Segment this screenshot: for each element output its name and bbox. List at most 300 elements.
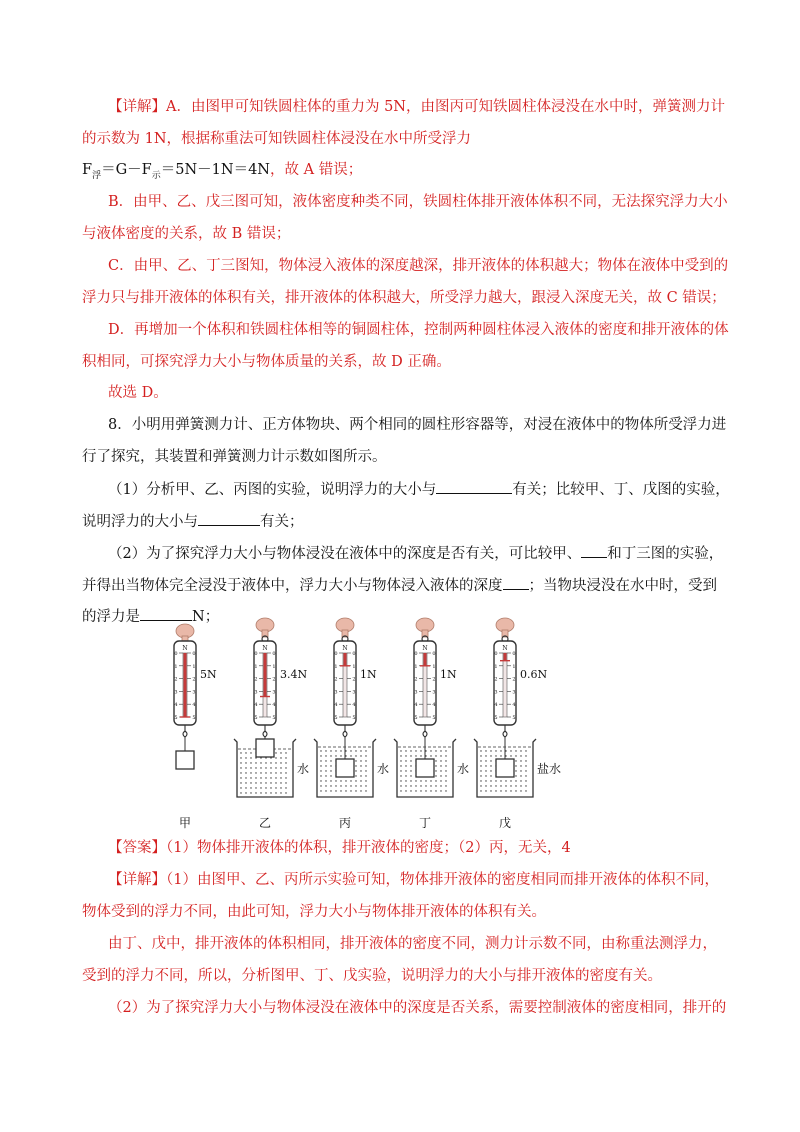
liquid-dot: [485, 775, 486, 776]
liquid-dot: [440, 755, 441, 756]
scale-tick-label: 4: [432, 702, 436, 709]
liquid-dot: [490, 780, 491, 781]
spring-indicator: [504, 653, 507, 661]
liquid-dot: [270, 762, 271, 763]
scale-tick-label: 2: [352, 676, 356, 683]
liquid-dot: [265, 787, 266, 788]
scale-tick-label: 4: [254, 702, 258, 709]
liquid-dot: [255, 767, 256, 768]
liquid-dot: [505, 790, 506, 791]
liquid-dot: [495, 755, 496, 756]
liquid-dot: [260, 792, 261, 793]
liquid-dot: [480, 780, 481, 781]
scale-tick-label: 3: [334, 689, 338, 696]
liquid-dot: [265, 792, 266, 793]
liquid-dot: [400, 785, 401, 786]
liquid-dot: [250, 787, 251, 788]
liquid-dot: [520, 760, 521, 761]
liquid-dot: [350, 790, 351, 791]
question-part-2-line-3: 的浮力是 N；: [82, 606, 219, 627]
liquid-dot: [440, 790, 441, 791]
scale-tick-label: 2: [432, 676, 436, 683]
liquid-dot: [510, 780, 511, 781]
liquid-dot: [500, 785, 501, 786]
liquid-dot: [420, 755, 421, 756]
liquid-dot: [330, 770, 331, 771]
liquid-dot: [335, 780, 336, 781]
liquid-dot: [355, 785, 356, 786]
scale-tick-label: 3: [414, 689, 418, 696]
setup-label: 乙: [258, 816, 272, 830]
explanation-line-2: 物体受到的浮力不同，由此可知，浮力大小与物体排开液体的体积有关。: [82, 904, 546, 920]
liquid-dot: [440, 760, 441, 761]
scale-tick-label: 0: [414, 651, 418, 657]
liquid-dot: [280, 782, 281, 783]
question-part-2-line-2: 并得出当物体完全浸没于液体中，浮力大小与物体浸入液体的深度 ；当物块浸没在水中时，受到: [82, 575, 717, 596]
liquid-dot: [245, 787, 246, 788]
question-part-2-line-1: （2）为了探究浮力大小与物体浸没在液体中的深度是否有关，可比较甲、 和丁三图的实验，: [108, 543, 723, 564]
option-d-line-2: 积相同，可探究浮力大小与物体质量的关系，故 D 正确。: [82, 354, 451, 370]
liquid-dot: [515, 785, 516, 786]
question-8-line-2: 行了探究，其装置和弹簧测力计示数如图所示。: [82, 449, 387, 465]
liquid-dot: [400, 755, 401, 756]
liquid-dot: [515, 770, 516, 771]
cube-block: [256, 739, 274, 757]
liquid-dot: [430, 750, 431, 751]
scale-tick-label: 3: [512, 689, 516, 696]
liquid-dot: [280, 792, 281, 793]
liquid-dot: [410, 755, 411, 756]
liquid-dot: [405, 780, 406, 781]
liquid-dot: [320, 780, 321, 781]
liquid-dot: [410, 780, 411, 781]
liquid-dot: [515, 790, 516, 791]
liquid-dot: [275, 772, 276, 773]
liquid-dot: [405, 760, 406, 761]
scale-tick-label: 2: [334, 676, 338, 683]
liquid-dot: [505, 780, 506, 781]
liquid-dot: [245, 782, 246, 783]
scale-hook: [183, 725, 187, 737]
liquid-dot: [240, 782, 241, 783]
scale-hook: [503, 725, 507, 737]
liquid-dot: [525, 780, 526, 781]
liquid-dot: [355, 770, 356, 771]
liquid-dot: [435, 775, 436, 776]
scale-tick-label: 1: [334, 663, 338, 670]
liquid-dot: [320, 765, 321, 766]
liquid-dot: [340, 750, 341, 751]
liquid-dot: [325, 760, 326, 761]
liquid-dot: [345, 755, 346, 756]
liquid-dot: [440, 780, 441, 781]
experiment-figure: [150, 615, 590, 835]
choice-line: 故选 D。: [108, 385, 168, 401]
liquid-dot: [480, 785, 481, 786]
liquid-dot: [320, 775, 321, 776]
liquid-dot: [240, 772, 241, 773]
liquid-dot: [510, 790, 511, 791]
liquid-dot: [435, 760, 436, 761]
liquid-dot: [435, 790, 436, 791]
liquid-dot: [485, 765, 486, 766]
liquid-dot: [360, 765, 361, 766]
liquid-dot: [515, 775, 516, 776]
scale-tick-label: 0: [174, 651, 178, 657]
liquid-dot: [330, 780, 331, 781]
liquid-dot: [485, 785, 486, 786]
liquid-dot: [245, 762, 246, 763]
liquid-dot: [480, 790, 481, 791]
scale-tick-label: 4: [494, 702, 498, 709]
liquid-dot: [240, 752, 241, 753]
liquid-dot: [515, 750, 516, 751]
liquid-dot: [410, 765, 411, 766]
setup-label: 丁: [418, 816, 432, 830]
liquid-dot: [250, 772, 251, 773]
liquid-dot: [325, 790, 326, 791]
scale-tick-label: 2: [174, 676, 178, 683]
scale-unit-label: N: [342, 645, 348, 652]
liquid-dot: [345, 750, 346, 751]
scale-tick-label: 5: [414, 715, 418, 721]
liquid-dot: [525, 770, 526, 771]
liquid-dot: [420, 790, 421, 791]
liquid-dot: [400, 760, 401, 761]
liquid-dot: [330, 785, 331, 786]
liquid-label: 盐水: [537, 762, 562, 776]
liquid-dot: [480, 770, 481, 771]
liquid-dot: [340, 790, 341, 791]
liquid-dot: [325, 780, 326, 781]
liquid-dot: [525, 760, 526, 761]
scale-tick-label: 3: [352, 689, 356, 696]
liquid-dot: [430, 780, 431, 781]
scale-tick-label: 1: [272, 663, 276, 670]
liquid-dot: [365, 770, 366, 771]
liquid-dot: [440, 750, 441, 751]
liquid-dot: [445, 755, 446, 756]
liquid-dot: [490, 750, 491, 751]
scale-tick-label: 5: [272, 715, 276, 721]
scale-tick-label: 0: [352, 651, 356, 657]
explanation-tag: 【详解】: [108, 872, 166, 888]
liquid-dot: [410, 770, 411, 771]
answer-blank-1[interactable]: [436, 479, 512, 494]
liquid-dot: [400, 770, 401, 771]
scale-tick-label: 1: [192, 663, 196, 670]
liquid-dot: [340, 785, 341, 786]
scale-unit-label: N: [262, 645, 268, 652]
liquid-dot: [405, 755, 406, 756]
liquid-dot: [490, 770, 491, 771]
cube-block: [496, 759, 514, 777]
scale-tick-label: 5: [174, 715, 178, 721]
scale-tick-label: 2: [254, 676, 258, 683]
spring-indicator: [264, 653, 267, 697]
liquid-dot: [525, 775, 526, 776]
liquid-dot: [435, 755, 436, 756]
liquid-dot: [515, 755, 516, 756]
liquid-dot: [285, 762, 286, 763]
liquid-dot: [240, 757, 241, 758]
liquid-dot: [510, 785, 511, 786]
liquid-dot: [415, 785, 416, 786]
liquid-dot: [400, 780, 401, 781]
scale-tick-label: 0: [494, 651, 498, 657]
liquid-dot: [500, 755, 501, 756]
scale-reading-label: 5N: [200, 668, 217, 681]
liquid-dot: [505, 785, 506, 786]
prev-explanation-line-2: 的示数为 1N，根据称重法可知铁圆柱体浸没在水中所受浮力: [82, 131, 472, 147]
liquid-dot: [365, 785, 366, 786]
liquid-dot: [445, 780, 446, 781]
liquid-dot: [340, 780, 341, 781]
answer-blank-3[interactable]: [581, 543, 607, 558]
liquid-dot: [280, 752, 281, 753]
liquid-dot: [275, 762, 276, 763]
liquid-dot: [355, 780, 356, 781]
option-b-line-1: B．由甲、乙、戊三图可知，液体密度种类不同，铁圆柱体排开液体体积不同，无法探究浮力大小: [108, 194, 728, 210]
scale-tick-label: 5: [512, 715, 516, 721]
liquid-dot: [410, 785, 411, 786]
question-8-line-1: 8．小明用弹簧测力计、正方体物块、两个相同的圆柱形容器等，对浸在液体中的物体所受浮力进: [108, 417, 727, 433]
liquid-dot: [275, 757, 276, 758]
liquid-dot: [285, 777, 286, 778]
scale-tick-label: 3: [432, 689, 436, 696]
liquid-dot: [320, 770, 321, 771]
scale-hook: [263, 725, 267, 737]
liquid-dot: [495, 790, 496, 791]
scale-tick-label: 1: [512, 663, 516, 670]
liquid-dot: [405, 790, 406, 791]
liquid-dot: [240, 767, 241, 768]
spring-indicator: [344, 653, 347, 666]
liquid-dot: [360, 750, 361, 751]
liquid-dot: [260, 767, 261, 768]
scale-tick-label: 5: [494, 715, 498, 721]
cube-block: [416, 759, 434, 777]
liquid-dot: [355, 775, 356, 776]
liquid-dot: [365, 750, 366, 751]
liquid-dot: [240, 762, 241, 763]
liquid-dot: [260, 787, 261, 788]
liquid-dot: [445, 785, 446, 786]
liquid-dot: [430, 755, 431, 756]
liquid-dot: [425, 750, 426, 751]
scale-tick-label: 0: [432, 651, 436, 657]
liquid-label: 水: [377, 762, 390, 776]
answer-blank-4[interactable]: [503, 575, 529, 590]
liquid-dot: [345, 785, 346, 786]
liquid-dot: [350, 750, 351, 751]
liquid-dot: [415, 780, 416, 781]
setup-label: 戊: [498, 816, 512, 830]
liquid-dot: [485, 760, 486, 761]
setup-label: 丙: [338, 816, 352, 830]
liquid-dot: [255, 782, 256, 783]
liquid-dot: [270, 782, 271, 783]
scale-tick-label: 0: [254, 651, 258, 657]
explanation-line-5: （2）为了探究浮力大小与物体浸没在液体中的深度是否关系，需要控制液体的密度相同，排开的: [108, 1000, 727, 1016]
cube-block: [176, 751, 194, 769]
liquid-dot: [360, 760, 361, 761]
liquid-dot: [490, 785, 491, 786]
liquid-dot: [320, 760, 321, 761]
liquid-dot: [265, 772, 266, 773]
liquid-dot: [275, 787, 276, 788]
liquid-dot: [325, 755, 326, 756]
scale-tick-label: 1: [352, 663, 356, 670]
liquid-dot: [325, 770, 326, 771]
liquid-dot: [240, 787, 241, 788]
liquid-dot: [425, 780, 426, 781]
prev-explanation-line-1: 【详解】A．由图甲可知铁圆柱体的重力为 5N，由图丙可知铁圆柱体浸没在水中时，弹簧测力计: [108, 99, 725, 115]
liquid-dot: [285, 787, 286, 788]
liquid-dot: [280, 772, 281, 773]
scale-unit-label: N: [502, 645, 508, 652]
scale-tick-label: 2: [494, 676, 498, 683]
liquid-dot: [255, 787, 256, 788]
liquid-dot: [485, 770, 486, 771]
scale-tick-label: 5: [334, 715, 338, 721]
scale-tick-label: 3: [494, 689, 498, 696]
liquid-dot: [275, 752, 276, 753]
explanation-line-4: 受到的浮力不同，所以，分析图甲、丁、戊实验，说明浮力的大小与排开液体的密度有关。: [82, 968, 662, 984]
liquid-dot: [335, 785, 336, 786]
liquid-dot: [330, 775, 331, 776]
buoyancy-formula: $F_浮=G-F_示=5N-1N=4N$，故 A 错误；: [82, 162, 363, 181]
liquid-dot: [480, 755, 481, 756]
liquid-dot: [245, 752, 246, 753]
scale-tick-label: 0: [334, 651, 338, 657]
scale-hook: [343, 725, 347, 737]
spring-indicator: [424, 653, 427, 666]
scale-tick-label: 4: [272, 702, 276, 709]
liquid-dot: [420, 780, 421, 781]
liquid-dot: [285, 752, 286, 753]
liquid-label: 水: [297, 762, 310, 776]
liquid-dot: [430, 785, 431, 786]
liquid-dot: [490, 760, 491, 761]
liquid-dot: [415, 755, 416, 756]
liquid-dot: [480, 750, 481, 751]
liquid-dot: [425, 790, 426, 791]
liquid-dot: [510, 750, 511, 751]
liquid-dot: [360, 790, 361, 791]
liquid-dot: [425, 785, 426, 786]
liquid-dot: [435, 765, 436, 766]
scale-reading-label: 1N: [440, 668, 457, 681]
liquid-dot: [445, 770, 446, 771]
scale-tick-label: 5: [254, 715, 258, 721]
liquid-dot: [250, 777, 251, 778]
liquid-dot: [280, 757, 281, 758]
scale-tick-label: 4: [512, 702, 516, 709]
liquid-dot: [265, 762, 266, 763]
liquid-dot: [495, 780, 496, 781]
liquid-dot: [500, 790, 501, 791]
setup-label: 甲: [178, 816, 192, 830]
liquid-dot: [410, 750, 411, 751]
scale-reading-label: 1N: [360, 668, 377, 681]
liquid-dot: [265, 782, 266, 783]
liquid-dot: [330, 765, 331, 766]
liquid-dot: [260, 772, 261, 773]
liquid-dot: [525, 755, 526, 756]
answer-line: 【答案】（1）物体排开液体的体积，排开液体的密度；（2）丙，无关，4: [108, 840, 571, 856]
liquid-dot: [405, 785, 406, 786]
scale-tick-label: 4: [414, 702, 418, 709]
liquid-dot: [445, 760, 446, 761]
liquid-dot: [275, 767, 276, 768]
explanation-line-1: 【详解】（1）由图甲、乙、丙所示实验可知，物体排开液体的密度相同而排开液体的体积不同，: [108, 872, 719, 888]
scale-unit-label: N: [422, 645, 428, 652]
scale-tick-label: 4: [352, 702, 356, 709]
option-c-line-2: 浮力只与排开液体的体积有关，排开液体的体积越大，所受浮力越大，跟浸入深度无关，故 C 错误；: [82, 290, 726, 306]
liquid-dot: [245, 777, 246, 778]
liquid-dot: [435, 770, 436, 771]
liquid-dot: [350, 780, 351, 781]
liquid-dot: [485, 755, 486, 756]
liquid-dot: [405, 770, 406, 771]
liquid-dot: [365, 780, 366, 781]
scale-tick-label: 1: [414, 663, 418, 670]
liquid-dot: [430, 790, 431, 791]
liquid-dot: [525, 785, 526, 786]
liquid-dot: [490, 790, 491, 791]
liquid-dot: [325, 775, 326, 776]
liquid-dot: [520, 750, 521, 751]
liquid-dot: [265, 767, 266, 768]
liquid-dot: [400, 790, 401, 791]
liquid-dot: [440, 765, 441, 766]
liquid-dot: [330, 755, 331, 756]
liquid-dot: [270, 772, 271, 773]
liquid-dot: [525, 765, 526, 766]
liquid-dot: [250, 762, 251, 763]
liquid-dot: [435, 780, 436, 781]
scale-tick-label: 1: [432, 663, 436, 670]
liquid-dot: [360, 775, 361, 776]
liquid-dot: [350, 785, 351, 786]
scale-tick-label: 0: [192, 651, 196, 657]
answer-blank-2[interactable]: [198, 511, 260, 526]
scale-tick-label: 3: [174, 689, 178, 696]
liquid-dot: [435, 785, 436, 786]
liquid-dot: [350, 755, 351, 756]
liquid-dot: [320, 790, 321, 791]
liquid-dot: [520, 790, 521, 791]
liquid-dot: [255, 772, 256, 773]
liquid-dot: [480, 775, 481, 776]
liquid-dot: [405, 750, 406, 751]
liquid-dot: [250, 767, 251, 768]
option-c-line-1: C．由甲、乙、丁三图知，物体浸入液体的深度越深，排开液体的体积越大；物体在液体中受到的: [108, 258, 729, 274]
liquid-dot: [320, 755, 321, 756]
liquid-dot: [275, 782, 276, 783]
liquid-dot: [240, 792, 241, 793]
liquid-dot: [445, 775, 446, 776]
liquid-dot: [280, 762, 281, 763]
liquid-dot: [285, 782, 286, 783]
liquid-dot: [525, 790, 526, 791]
liquid-dot: [275, 777, 276, 778]
liquid-label: 水: [457, 762, 470, 776]
liquid-dot: [365, 765, 366, 766]
spring-indicator: [184, 653, 187, 717]
scale-tick-label: 4: [174, 702, 178, 709]
